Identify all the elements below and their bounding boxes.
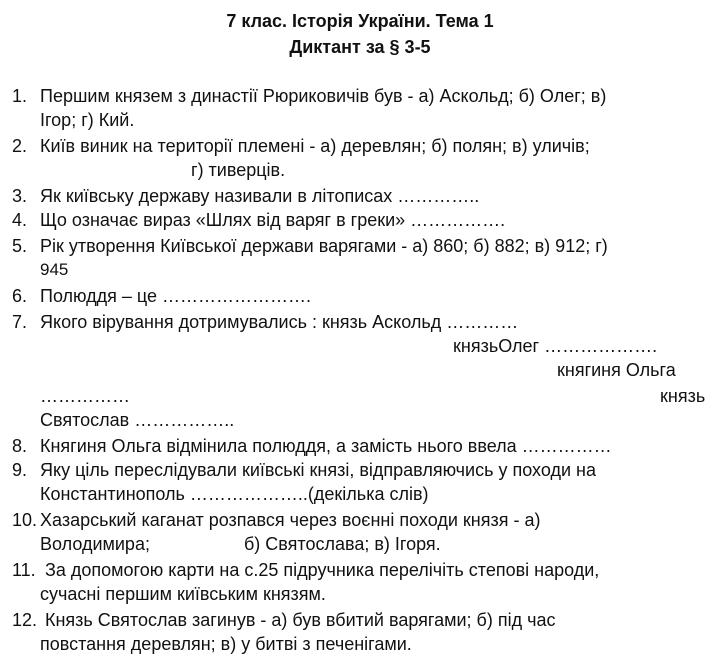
item-12-cont: повстання деревлян; в) у битві з печенігами. xyxy=(40,634,412,654)
item-number: 10. xyxy=(12,510,38,530)
item-number: 11. xyxy=(12,560,36,580)
item-9 xyxy=(12,458,596,482)
item-number: 5. xyxy=(12,236,28,256)
item-1 xyxy=(12,84,606,108)
item-7-prince-label: князь xyxy=(660,386,706,406)
item-12 xyxy=(12,608,555,632)
item-7-sviatoslav: Святослав …………….. xyxy=(40,410,235,430)
item-2 xyxy=(12,134,590,158)
item-2-cont: г) тиверців. xyxy=(191,160,286,180)
item-3 xyxy=(12,184,479,208)
item-text: Князь Святослав загинув - а) був вбитий варягами; б) під час xyxy=(40,610,556,630)
item-number: 9. xyxy=(12,460,28,480)
item-number: 6. xyxy=(12,286,28,306)
item-5-cont: 945 xyxy=(40,260,69,279)
item-number: 4. xyxy=(12,210,28,230)
item-text: Київ виник на території племені - а) деревлян; б) полян; в) уличів; xyxy=(40,136,590,156)
item-9-cont: Константинополь ………………..(декілька слів) xyxy=(40,484,429,504)
item-number: 1. xyxy=(12,86,28,106)
item-number: 12. xyxy=(12,610,38,630)
page-subtitle: Диктант за § 3-5 xyxy=(289,37,431,57)
item-text: Яку ціль переслідували київські князі, відправляючись у походи на xyxy=(40,460,596,480)
item-1-cont: Ігор; г) Кий. xyxy=(40,110,135,130)
item-10-option-a: Володимира; xyxy=(40,534,150,554)
page-title: 7 клас. Історія України. Тема 1 xyxy=(226,11,494,31)
item-4 xyxy=(12,208,505,232)
item-10-options-bc: б) Святослава; в) Ігоря. xyxy=(244,534,441,554)
item-5 xyxy=(12,234,608,258)
item-text: За допомогою карти на с.25 підручника перелічіть степові народи, xyxy=(40,560,600,580)
item-number: 7. xyxy=(12,312,28,332)
item-7-olga-prince: князьОлег ………………. xyxy=(453,336,658,356)
item-text: Хазарський каганат розпався через воєнні походи князя - а) xyxy=(40,510,541,530)
item-7 xyxy=(12,310,518,334)
item-text: Якого вірування дотримувались : князь Аскольд ………… xyxy=(40,312,519,332)
item-text: Як київську державу називали в літописах ………….. xyxy=(40,186,480,206)
item-7-princess-olga: княгиня Ольга xyxy=(557,360,676,380)
item-text: Княгиня Ольга відмінила полюддя, а замість нього ввела …………… xyxy=(40,436,612,456)
item-text: Полюддя – це ……………………. xyxy=(40,286,312,306)
item-8 xyxy=(12,434,612,458)
item-number: 3. xyxy=(12,186,28,206)
item-10 xyxy=(12,508,540,532)
item-11-cont: сучасні першим київським князям. xyxy=(40,584,326,604)
item-text: Першим князем з династії Рюриковичів був - а) Аскольд; б) Олег; в) xyxy=(40,86,607,106)
item-6 xyxy=(12,284,311,308)
item-number: 8. xyxy=(12,436,28,456)
item-text: Що означає вираз «Шлях від варяг в греки» ……………. xyxy=(40,210,506,230)
item-7-dots: …………… xyxy=(40,386,130,406)
item-11 xyxy=(12,558,599,582)
item-text: Рік утворення Київської держави варягами - а) 860; б) 882; в) 912; г) xyxy=(40,236,608,256)
item-number: 2. xyxy=(12,136,28,156)
